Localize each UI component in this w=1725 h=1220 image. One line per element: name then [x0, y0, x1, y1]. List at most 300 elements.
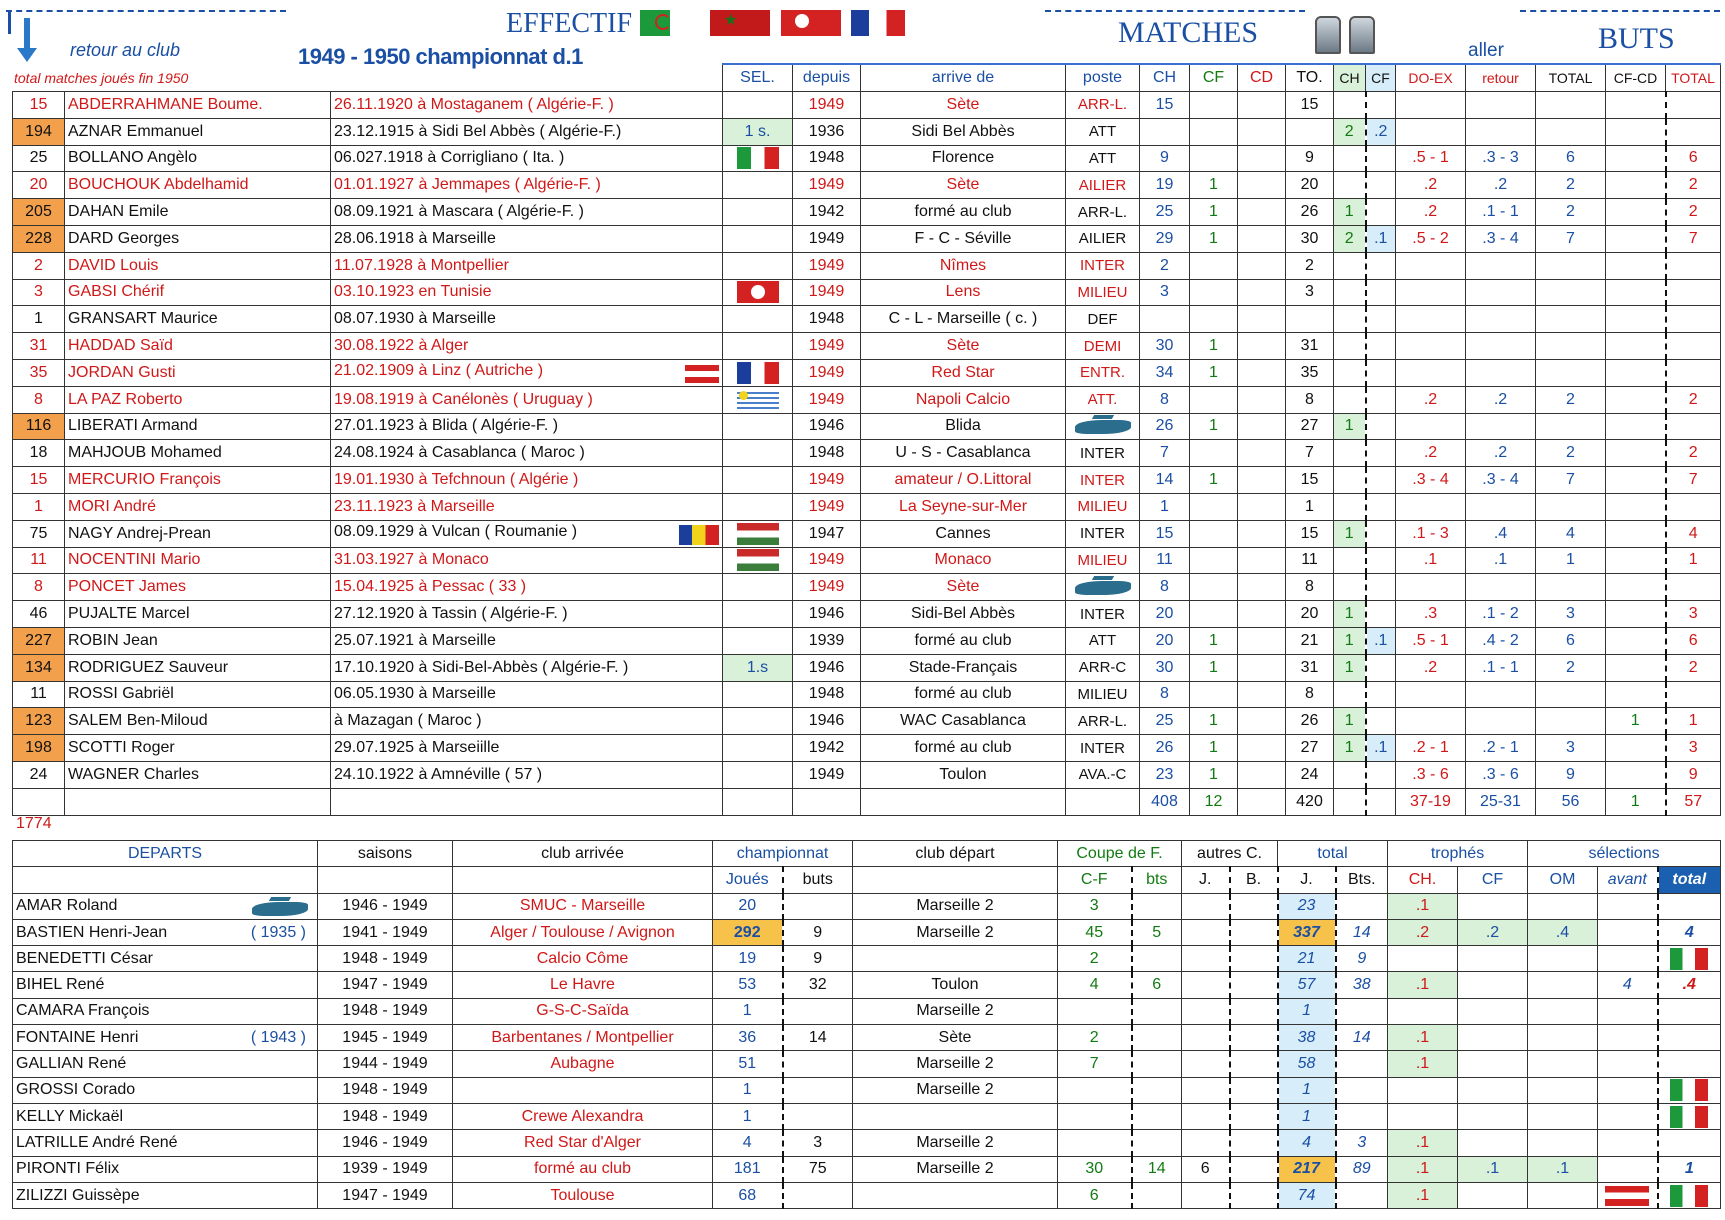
cf-count: 1 — [1190, 708, 1238, 735]
trophy-ch — [1334, 547, 1366, 574]
trophy-icons — [1315, 16, 1375, 59]
goals-grand-total: 1 — [1666, 708, 1721, 735]
depart-row — [13, 1077, 1721, 1103]
selection-cell — [723, 440, 793, 467]
depart-buts — [783, 1051, 853, 1077]
player-birth: 01.01.1927 à Jemmapes ( Algérie-F. ) — [331, 172, 723, 199]
depart-trophy-ch: .1 — [1388, 1051, 1458, 1077]
depart-cf: 45 — [1058, 919, 1132, 945]
since-year: 1942 — [793, 199, 861, 226]
goals-cfcd — [1606, 574, 1666, 601]
since-year: 1949 — [793, 333, 861, 360]
cd-count — [1238, 654, 1286, 681]
depart-sel-total: 1 — [1658, 1156, 1721, 1182]
depart-bts — [1132, 893, 1182, 919]
player-name: GABSI Chérif — [65, 279, 331, 306]
cf-count: 1 — [1190, 225, 1238, 252]
depart-row — [13, 998, 1721, 1024]
depart-autres-b — [1230, 893, 1278, 919]
depart-sel-avant — [1598, 1025, 1658, 1051]
trophy-cf — [1366, 172, 1396, 199]
player-birth: 17.10.1920 à Sidi-Bel-Abbès ( Algérie-F. ) — [331, 654, 723, 681]
sub-j: J. — [1182, 867, 1230, 893]
depart-total-bts — [1336, 1077, 1388, 1103]
cd-count — [1238, 333, 1286, 360]
cf-count — [1190, 493, 1238, 520]
position: INTER — [1066, 601, 1140, 628]
cf-count — [1190, 145, 1238, 172]
goals-cfcd — [1606, 333, 1666, 360]
depart-sel-total — [1658, 1130, 1721, 1156]
depart-bts — [1132, 1051, 1182, 1077]
depart-sel-om — [1528, 893, 1598, 919]
arrived-from: Napoli Calcio — [861, 386, 1066, 413]
trophy-ch — [1334, 440, 1366, 467]
goals-grand-total: 2 — [1666, 199, 1721, 226]
depart-joues: 1 — [713, 1077, 783, 1103]
depart-buts — [783, 998, 853, 1024]
col-poste: poste — [1066, 64, 1140, 92]
to-count: 11 — [1286, 547, 1334, 574]
goals-grand-total: 9 — [1666, 761, 1721, 788]
goals-total — [1536, 279, 1606, 306]
nation-flag-icon — [737, 389, 779, 411]
depart-buts — [783, 893, 853, 919]
player-name: DARD Georges — [65, 225, 331, 252]
trophy-cf — [1366, 440, 1396, 467]
depart-seasons: 1944 - 1949 — [318, 1051, 453, 1077]
arrived-from: Toulon — [861, 761, 1066, 788]
matches-count: 11 — [13, 547, 65, 574]
since-year: 1949 — [793, 92, 861, 119]
selection-cell — [723, 279, 793, 306]
departs-col-name: DEPARTS — [13, 841, 318, 867]
departs-col-club-depart: club départ — [853, 841, 1058, 867]
depart-total-bts: 14 — [1336, 919, 1388, 945]
player-row — [13, 199, 1721, 226]
depart-club: Red Star d'Alger — [453, 1130, 713, 1156]
departs-col-selections: sélections — [1528, 841, 1721, 867]
trophy-cf — [1366, 654, 1396, 681]
trophy-ch — [1334, 681, 1366, 708]
player-name: NAGY Andrej-Prean — [65, 520, 331, 547]
player-birth: 19.08.1919 à Canélonès ( Uruguay ) — [331, 386, 723, 413]
player-name: NOCENTINI Mario — [65, 547, 331, 574]
goals-grand-total: 3 — [1666, 601, 1721, 628]
depart-cf: 2 — [1058, 946, 1132, 972]
depart-club-depart: Marseille 2 — [853, 1077, 1058, 1103]
depart-club: Barbentanes / Montpellier — [453, 1025, 713, 1051]
depart-joues: 181 — [713, 1156, 783, 1182]
goals-retour: .2 — [1466, 440, 1536, 467]
selection-cell — [723, 92, 793, 119]
season-title: 1949 - 1950 championnat d.1 — [298, 44, 583, 69]
goals-grand-total — [1666, 359, 1721, 386]
depart-total-bts: 3 — [1336, 1130, 1388, 1156]
depart-trophy-ch — [1388, 946, 1458, 972]
player-row — [13, 359, 1721, 386]
player-row — [13, 601, 1721, 628]
player-row — [13, 574, 1721, 601]
player-birth: 03.10.1923 en Tunisie — [331, 279, 723, 306]
position: INTER — [1066, 735, 1140, 762]
ch-count: 9 — [1140, 145, 1190, 172]
arrived-from: formé au club — [861, 199, 1066, 226]
goals-retour: .3 - 4 — [1466, 467, 1536, 494]
position: INTER — [1066, 440, 1140, 467]
sub-b: B. — [1230, 867, 1278, 893]
selection-cell — [723, 172, 793, 199]
goals-cfcd — [1606, 252, 1666, 279]
depart-name: ZILIZZI Guissèpe — [13, 1182, 318, 1208]
depart-trophy-ch: .1 — [1388, 1130, 1458, 1156]
sub-empty — [13, 867, 318, 893]
ch-count: 11 — [1140, 547, 1190, 574]
depart-seasons: 1948 - 1949 — [318, 946, 453, 972]
to-count: 26 — [1286, 199, 1334, 226]
depart-name: AMAR Roland — [13, 893, 318, 919]
to-count: 21 — [1286, 627, 1334, 654]
goals-doex — [1396, 681, 1466, 708]
depart-bts: 14 — [1132, 1156, 1182, 1182]
cd-count — [1238, 359, 1286, 386]
departs-col-trophees: trophés — [1388, 841, 1528, 867]
trophy-ch: 1 — [1334, 627, 1366, 654]
player-birth: 08.09.1929 à Vulcan ( Roumanie ) — [331, 520, 723, 547]
player-row — [13, 279, 1721, 306]
player-row — [13, 520, 1721, 547]
goals-grand-total: 2 — [1666, 172, 1721, 199]
arrived-from: Sidi Bel Abbès — [861, 118, 1066, 145]
col-retour: retour — [1466, 64, 1536, 92]
matches-count: 134 — [13, 654, 65, 681]
trophy-ch: 1 — [1334, 708, 1366, 735]
arrived-from: WAC Casablanca — [861, 708, 1066, 735]
trophy-ch: 1 — [1334, 601, 1366, 628]
player-name: PUJALTE Marcel — [65, 601, 331, 628]
depart-total-bts: 89 — [1336, 1156, 1388, 1182]
position: INTER — [1066, 467, 1140, 494]
cd-count — [1238, 440, 1286, 467]
depart-row — [13, 1051, 1721, 1077]
depart-seasons: 1946 - 1949 — [318, 1130, 453, 1156]
total-goals: 56 — [1536, 788, 1606, 815]
since-year: 1949 — [793, 547, 861, 574]
goals-total: 6 — [1536, 145, 1606, 172]
position: INTER — [1066, 520, 1140, 547]
since-year: 1949 — [793, 279, 861, 306]
col-tcf: CF — [1366, 64, 1396, 92]
total-cd — [1238, 788, 1286, 815]
depart-seasons: 1946 - 1949 — [318, 893, 453, 919]
position: ENTR. — [1066, 359, 1140, 386]
depart-sel-avant — [1598, 1103, 1658, 1129]
departs-col-championnat: championnat — [713, 841, 853, 867]
matches-count: 15 — [13, 92, 65, 119]
player-birth: 28.06.1918 à Marseille — [331, 225, 723, 252]
position: MILIEU — [1066, 681, 1140, 708]
player-name: DAHAN Emile — [65, 199, 331, 226]
goals-total — [1536, 681, 1606, 708]
player-row — [13, 386, 1721, 413]
player-row — [13, 493, 1721, 520]
trophy-cf: .1 — [1366, 735, 1396, 762]
depart-buts: 9 — [783, 919, 853, 945]
ch-count: 25 — [1140, 708, 1190, 735]
total-to: 420 — [1286, 788, 1334, 815]
depart-total-j: 38 — [1278, 1025, 1336, 1051]
depart-sel-avant: 4 — [1598, 972, 1658, 998]
depart-row — [13, 1156, 1721, 1182]
arrived-from: Sète — [861, 172, 1066, 199]
since-year: 1946 — [793, 654, 861, 681]
arrived-from: Sète — [861, 574, 1066, 601]
goals-cfcd — [1606, 681, 1666, 708]
depart-row — [13, 893, 1721, 919]
goals-doex — [1396, 413, 1466, 440]
to-count: 15 — [1286, 467, 1334, 494]
goals-total — [1536, 333, 1606, 360]
cd-count — [1238, 735, 1286, 762]
position: ATT. — [1066, 386, 1140, 413]
header-dashed-line — [6, 10, 286, 12]
cd-count — [1238, 574, 1286, 601]
goals-cfcd: 1 — [1606, 708, 1666, 735]
depart-autres-b — [1230, 1025, 1278, 1051]
goals-total — [1536, 493, 1606, 520]
player-name: JORDAN Gusti — [65, 359, 331, 386]
goals-cfcd — [1606, 172, 1666, 199]
cf-count: 1 — [1190, 359, 1238, 386]
sub-om: OM — [1528, 867, 1598, 893]
player-row — [13, 118, 1721, 145]
to-count — [1286, 306, 1334, 333]
selection-cell — [723, 761, 793, 788]
player-name: SALEM Ben-Miloud — [65, 708, 331, 735]
depart-joues: 292 — [713, 919, 783, 945]
goals-cfcd — [1606, 225, 1666, 252]
departs-table — [12, 840, 1721, 1209]
depart-bts — [1132, 1130, 1182, 1156]
cd-count — [1238, 761, 1286, 788]
depart-club: Aubagne — [453, 1051, 713, 1077]
ch-count: 14 — [1140, 467, 1190, 494]
goals-total — [1536, 413, 1606, 440]
italy-flag-icon — [1670, 1079, 1708, 1101]
sub-tj: J. — [1278, 867, 1336, 893]
depart-row — [13, 1025, 1721, 1051]
player-birth: 11.07.1928 à Montpellier — [331, 252, 723, 279]
ch-count: 20 — [1140, 601, 1190, 628]
cf-count — [1190, 118, 1238, 145]
depart-total-j: 217 — [1278, 1156, 1336, 1182]
arrived-from: C - L - Marseille ( c. ) — [861, 306, 1066, 333]
trophy-cf — [1366, 252, 1396, 279]
goals-doex — [1396, 252, 1466, 279]
cf-count: 1 — [1190, 627, 1238, 654]
depart-autres-b — [1230, 919, 1278, 945]
depart-trophy-cf — [1458, 1182, 1528, 1208]
france-flag-icon — [851, 10, 905, 36]
player-row — [13, 735, 1721, 762]
ch-count: 8 — [1140, 386, 1190, 413]
player-name: WAGNER Charles — [65, 761, 331, 788]
trophy-ch — [1334, 761, 1366, 788]
player-name: BOLLANO Angèlo — [65, 145, 331, 172]
to-count: 9 — [1286, 145, 1334, 172]
goals-retour: .4 — [1466, 520, 1536, 547]
buts-title: BUTS — [1598, 22, 1675, 55]
depart-cf — [1058, 1077, 1132, 1103]
depart-buts: 32 — [783, 972, 853, 998]
cf-count — [1190, 92, 1238, 119]
depart-total-bts — [1336, 1103, 1388, 1129]
trophy-cf — [1366, 306, 1396, 333]
depart-row — [13, 1103, 1721, 1129]
player-name: PONCET James — [65, 574, 331, 601]
arrived-from: formé au club — [861, 735, 1066, 762]
depart-club: Toulouse — [453, 1182, 713, 1208]
totals-empty — [861, 788, 1066, 815]
depart-autres-b — [1230, 1182, 1278, 1208]
cf-count — [1190, 306, 1238, 333]
player-birth: 15.04.1925 à Pessac ( 33 ) — [331, 574, 723, 601]
position: DEF — [1066, 306, 1140, 333]
ch-count — [1140, 118, 1190, 145]
depart-total-bts: 14 — [1336, 1025, 1388, 1051]
trophy-ch — [1334, 467, 1366, 494]
depart-name: BENEDETTI César — [13, 946, 318, 972]
cf-count — [1190, 279, 1238, 306]
arrived-from: Sète — [861, 92, 1066, 119]
since-year: 1948 — [793, 681, 861, 708]
depart-first-year: ( 1943 ) — [250, 1028, 306, 1046]
depart-cf: 30 — [1058, 1156, 1132, 1182]
trophy-cf — [1366, 92, 1396, 119]
depart-trophy-cf: .2 — [1458, 919, 1528, 945]
arrived-from: formé au club — [861, 681, 1066, 708]
player-birth: 06.027.1918 à Corrigliano ( Ita. ) — [331, 145, 723, 172]
position: ARR-L. — [1066, 199, 1140, 226]
depart-bts: 5 — [1132, 919, 1182, 945]
since-year: 1949 — [793, 493, 861, 520]
ch-count: 3 — [1140, 279, 1190, 306]
player-birth: 23.12.1915 à Sidi Bel Abbès ( Algérie-F.) — [331, 118, 723, 145]
cf-count: 1 — [1190, 654, 1238, 681]
depart-trophy-ch: .1 — [1388, 1182, 1458, 1208]
goals-grand-total: 2 — [1666, 440, 1721, 467]
depart-autres-j — [1182, 893, 1230, 919]
goals-grand-total — [1666, 333, 1721, 360]
goals-grand-total — [1666, 92, 1721, 119]
player-row — [13, 681, 1721, 708]
flag-row — [640, 10, 905, 36]
to-count: 7 — [1286, 440, 1334, 467]
goals-retour: .3 - 3 — [1466, 145, 1536, 172]
sub-cf: C-F — [1058, 867, 1132, 893]
goals-doex — [1396, 359, 1466, 386]
player-name: MERCURIO François — [65, 467, 331, 494]
goals-grand-total — [1666, 118, 1721, 145]
depart-autres-j — [1182, 919, 1230, 945]
goals-cfcd — [1606, 145, 1666, 172]
sub-avant: avant — [1598, 867, 1658, 893]
depart-bts — [1132, 1182, 1182, 1208]
depart-trophy-ch: .1 — [1388, 972, 1458, 998]
selection-cell: 1 s. — [723, 118, 793, 145]
cd-count — [1238, 92, 1286, 119]
goals-total: 3 — [1536, 735, 1606, 762]
since-year: 1949 — [793, 467, 861, 494]
depart-autres-b — [1230, 972, 1278, 998]
algeria-flag-icon — [640, 10, 700, 36]
matches-count: 20 — [13, 172, 65, 199]
cf-count: 1 — [1190, 735, 1238, 762]
goals-total: 4 — [1536, 520, 1606, 547]
depart-autres-b — [1230, 1077, 1278, 1103]
to-count: 15 — [1286, 92, 1334, 119]
player-birth: 24.10.1922 à Amnéville ( 57 ) — [331, 761, 723, 788]
goals-cfcd — [1606, 279, 1666, 306]
depart-bts — [1132, 1025, 1182, 1051]
depart-trophy-ch: .1 — [1388, 1025, 1458, 1051]
arrived-from: amateur / O.Littoral — [861, 467, 1066, 494]
arrived-from: Red Star — [861, 359, 1066, 386]
depart-buts — [783, 1077, 853, 1103]
depart-club-depart — [853, 946, 1058, 972]
plane-icon — [1075, 581, 1131, 595]
player-name: ABDERRAHMANE Boume. — [65, 92, 331, 119]
position: ATT — [1066, 627, 1140, 654]
trophy-cf: .1 — [1366, 627, 1396, 654]
totals-empty — [65, 788, 331, 815]
col-to: TO. — [1286, 64, 1334, 92]
player-row — [13, 627, 1721, 654]
depart-first-year: ( 1935 ) — [250, 923, 306, 941]
trophy-cf — [1366, 520, 1396, 547]
goals-doex — [1396, 92, 1466, 119]
position: ATT — [1066, 118, 1140, 145]
depart-club: Le Havre — [453, 972, 713, 998]
goals-grand-total: 7 — [1666, 467, 1721, 494]
depart-club-depart: Toulon — [853, 972, 1058, 998]
depart-sel-om: .1 — [1528, 1156, 1598, 1182]
totals-empty — [793, 788, 861, 815]
sub-empty — [853, 867, 1058, 893]
trophy-ch — [1334, 386, 1366, 413]
arrived-from: Stade-Français — [861, 654, 1066, 681]
goals-cfcd — [1606, 306, 1666, 333]
since-year: 1949 — [793, 252, 861, 279]
player-birth: 21.02.1909 à Linz ( Autriche ) — [331, 359, 723, 386]
to-count: 2 — [1286, 252, 1334, 279]
since-year: 1949 — [793, 172, 861, 199]
depart-total-bts — [1336, 893, 1388, 919]
player-row — [13, 761, 1721, 788]
goals-grand-total: 1 — [1666, 547, 1721, 574]
player-birth: 24.08.1924 à Casablanca ( Maroc ) — [331, 440, 723, 467]
trophy-cf — [1366, 145, 1396, 172]
player-row — [13, 145, 1721, 172]
player-row — [13, 333, 1721, 360]
position — [1066, 574, 1140, 601]
goals-doex — [1396, 708, 1466, 735]
depart-club-depart: Marseille 2 — [853, 919, 1058, 945]
depart-trophy-cf — [1458, 972, 1528, 998]
col-grand-total: TOTAL — [1666, 64, 1721, 92]
goals-grand-total: 6 — [1666, 145, 1721, 172]
depart-name: KELLY Mickaël — [13, 1103, 318, 1129]
